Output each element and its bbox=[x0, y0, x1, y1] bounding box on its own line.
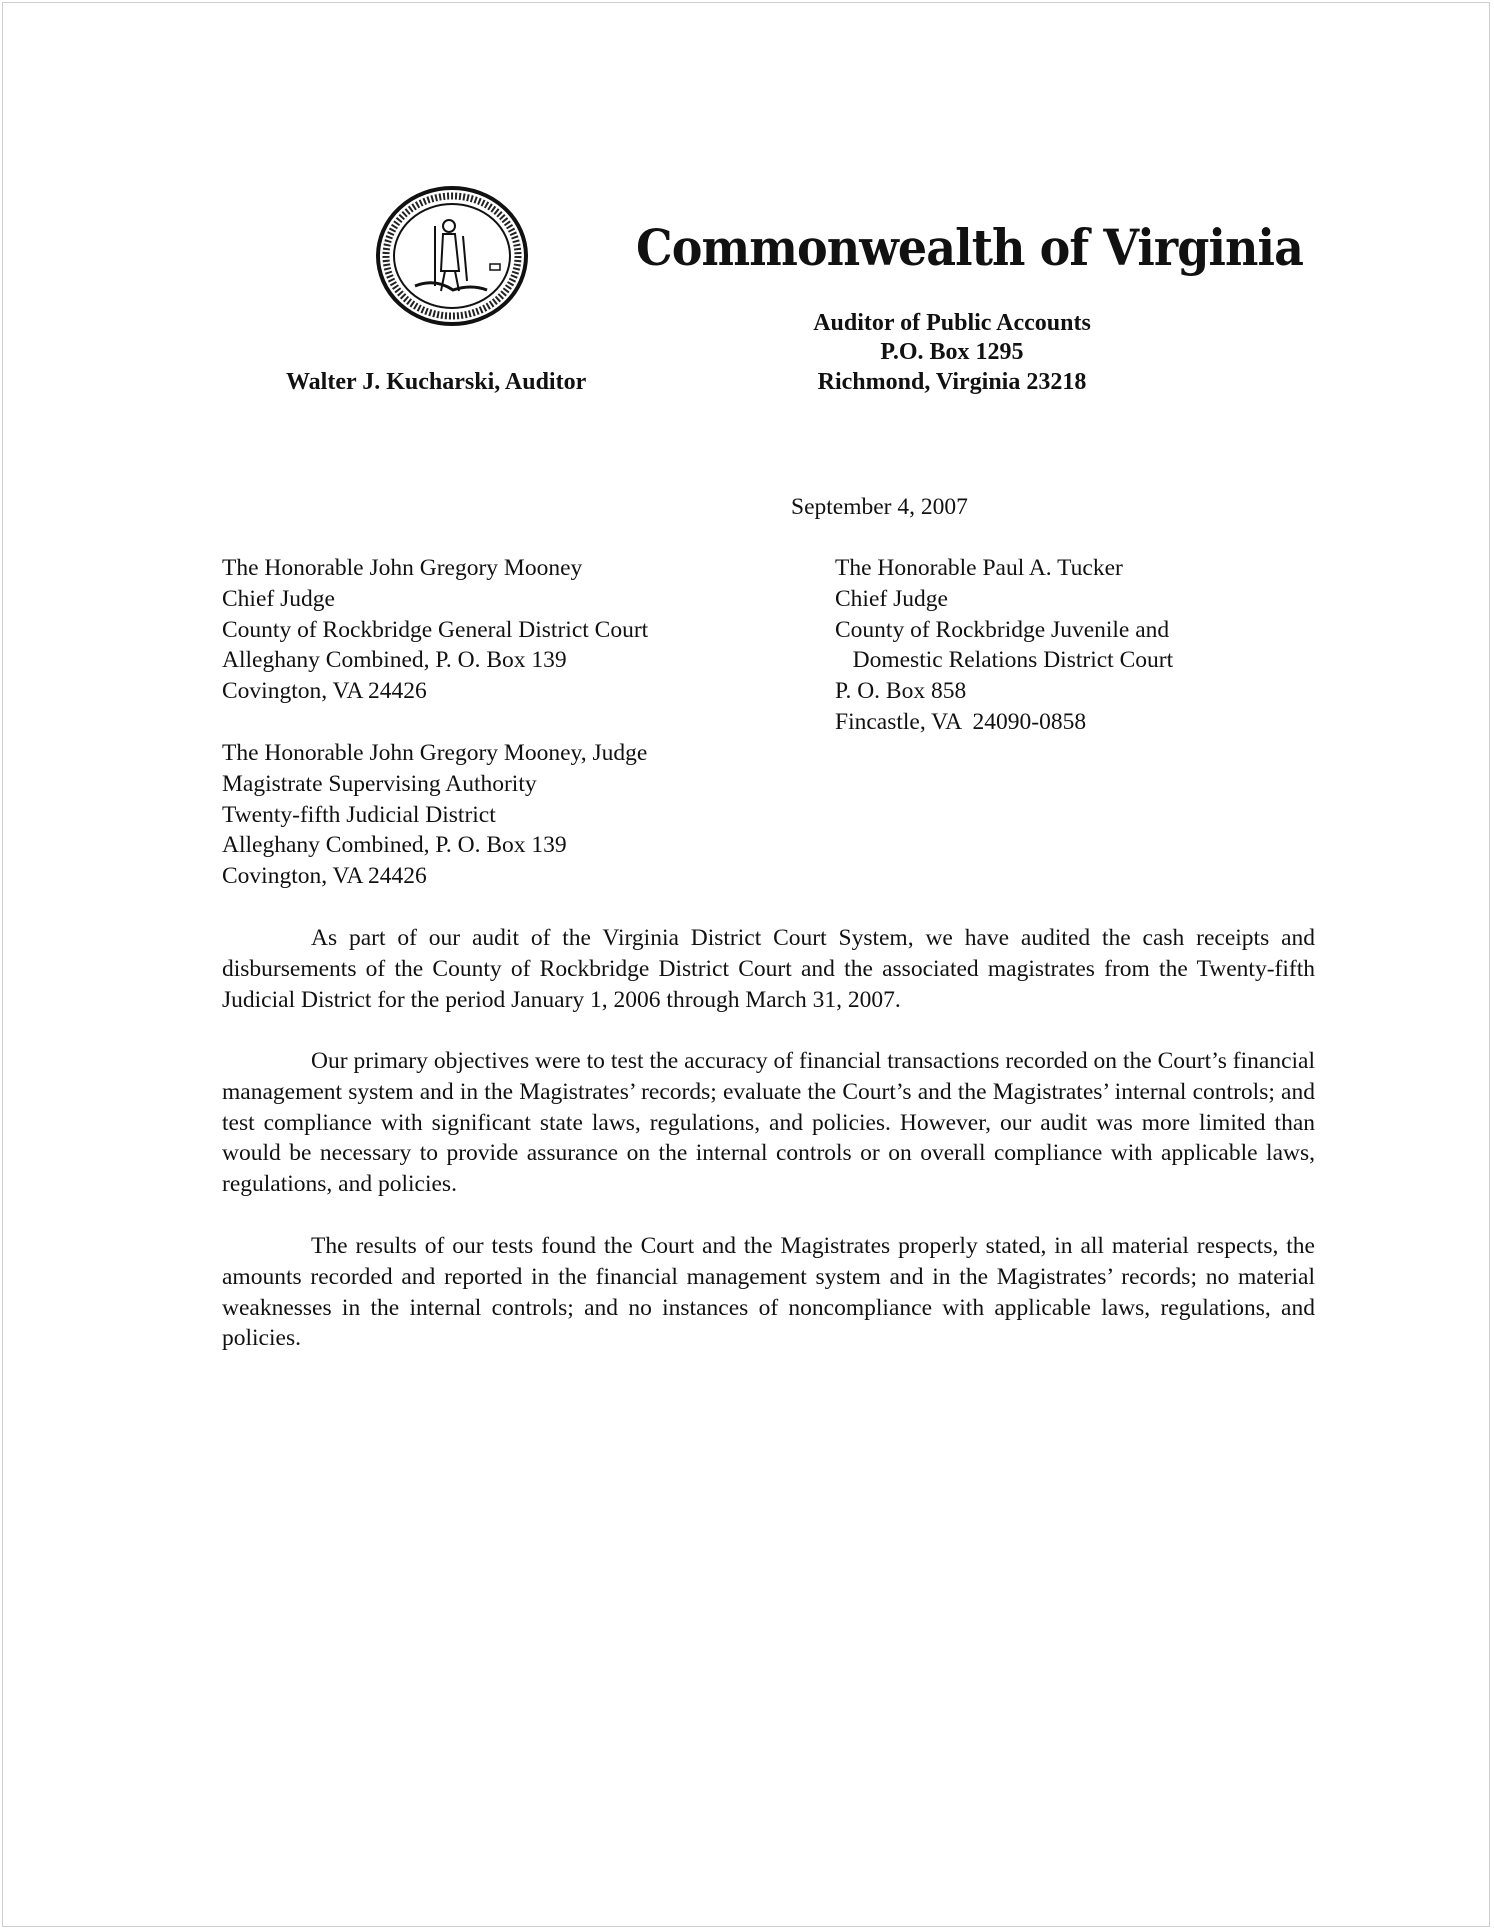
address-line: The Honorable John Gregory Mooney, Judge bbox=[222, 740, 648, 766]
body-paragraph-3: The results of our tests found the Court and the Magistrates properly stated, in all material respects, the amounts recorded and reported in the financial management system and in the Magistrates’ records; no material weaknesses in the internal controls; and no instances of noncompliance with applicable laws, regulations, and policies. bbox=[222, 1233, 1315, 1352]
address-line: Covington, VA 24426 bbox=[222, 863, 427, 890]
recipient-block-3 bbox=[835, 553, 1173, 738]
address-line: The Honorable John Gregory Mooney bbox=[222, 555, 583, 581]
letterhead-title: Commonwealth of Virginia bbox=[636, 218, 1303, 277]
body-paragraph-1: As part of our audit of the Virginia District Court System, we have audited the cash receipts and disbursements of the County of Rockbridge District Court and the associated magistrates from the Twenty-fifth Judicial District for the period January 1, 2006 through March 31, 2007. bbox=[222, 925, 1315, 1013]
address-line: Fincastle, VA 24090-0858 bbox=[835, 708, 1087, 735]
office-city: Richmond, Virginia 23218 bbox=[817, 369, 1087, 395]
auditor-name: Walter J. Kucharski, Auditor bbox=[286, 369, 587, 395]
address-line: Domestic Relations District Court bbox=[835, 647, 1174, 674]
recipient-block-1 bbox=[222, 553, 648, 707]
address-line: P. O. Box 858 bbox=[835, 678, 967, 705]
address-line: Magistrate Supervising Authority bbox=[222, 770, 537, 797]
address-line: Chief Judge bbox=[222, 585, 335, 612]
address-line: Alleghany Combined, P. O. Box 139 bbox=[222, 832, 567, 859]
address-line: The Honorable Paul A. Tucker bbox=[835, 555, 1123, 581]
address-line: County of Rockbridge General District Court bbox=[222, 616, 649, 643]
body-paragraph-2: Our primary objectives were to test the accuracy of financial transactions recorded on the Court’s financial management system and in the Magistrates’ records; evaluate the Court’s and the Magistrates’ internal controls; and test compliance with significant state laws, regulations, and policies. However, our audit was more limited than would be necessary to provide assurance on the internal controls or on overall compliance with applicable laws, regulations, and policies. bbox=[222, 1048, 1315, 1198]
address-line: County of Rockbridge Juvenile and bbox=[835, 616, 1170, 643]
recipient-block-2 bbox=[222, 738, 647, 892]
letter-date: September 4, 2007 bbox=[791, 494, 968, 520]
address-line: Alleghany Combined, P. O. Box 139 bbox=[222, 647, 567, 674]
office-name: Auditor of Public Accounts bbox=[813, 310, 1091, 336]
address-line: Chief Judge bbox=[835, 585, 948, 612]
virginia-seal-logo bbox=[375, 186, 529, 326]
office-po-box: P.O. Box 1295 bbox=[880, 339, 1024, 365]
address-line: Twenty-fifth Judicial District bbox=[222, 801, 496, 828]
address-line: Covington, VA 24426 bbox=[222, 678, 427, 705]
